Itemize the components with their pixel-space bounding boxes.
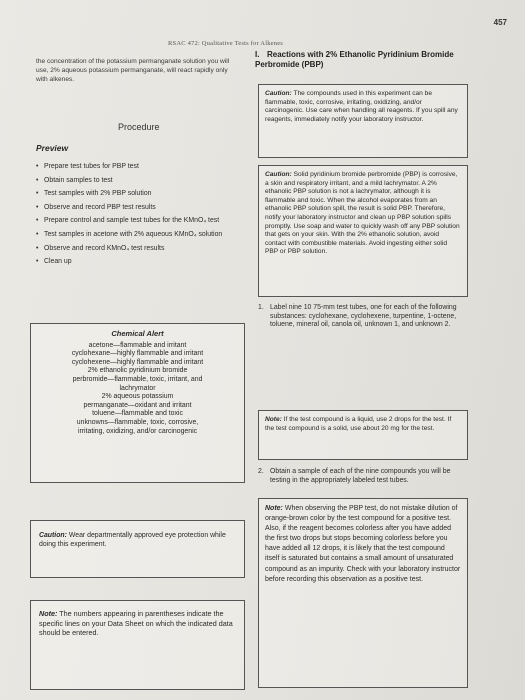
page-number: 457 <box>493 18 507 27</box>
preview-item: • Obtain samples to test <box>36 177 250 186</box>
caution-label: Caution: <box>265 171 292 178</box>
note-text: When observing the PBP test, do not mistake dilution of orange-brown color by the test compound for a positive test. Also, if the reagent becomes colorless after you have added the first two drops but stops becoming colorless before you have added all 12 drops, it is likely that the test compound itself is saturated but contains a small amount of unsaturated compound as an impurity. Check with your laboratory instructor before recording this observation as a positive test. <box>265 505 461 583</box>
step-text: Obtain a sample of each of the nine compounds you will be testing in the appropriately labeled test tubes. <box>270 468 451 484</box>
step-text: Label nine 10 75-mm test tubes, one for each of the following substances: cyclohexane, cyclohexene, turpentine, 1-octene, toluene, mineral oil, canola oil, unknown 1, and unknown 2. <box>270 304 457 329</box>
procedure-heading: Procedure <box>118 122 160 132</box>
procedure-step-1 <box>258 304 468 330</box>
note-text: The numbers appearing in parentheses indicate the specific lines on your Data Sheet on which the indicated data should be entered. <box>39 609 233 638</box>
preview-item: • Prepare test tubes for PBP test <box>36 163 250 172</box>
caution-box-pbp <box>258 165 468 297</box>
chemical-alert-line: cyclohexane—highly flammable and irritant <box>71 350 204 358</box>
chemical-alert-line: unknowns—flammable, toxic, corrosive, <box>76 418 199 426</box>
chemical-alert-line: permanganate—oxidant and irritant <box>83 401 192 409</box>
preview-item: • Prepare control and sample test tubes for the KMnO₄ test <box>36 217 250 226</box>
caution-box-reagents <box>258 84 468 158</box>
caution-text: Wear departmentally approved eye protection while doing this experiment. <box>39 532 226 548</box>
preview-item: • Observe and record PBP test results <box>36 204 250 213</box>
caution-text: The compounds used in this experiment can be flammable, toxic, corrosive, irritating, oxidizing, and/or carcinogenic. Use care when handling all reagents. If you spill any reagents, immediately notify your laboratory instructor. <box>265 90 458 123</box>
note-label: Note: <box>265 505 283 512</box>
preview-list <box>36 163 250 272</box>
note-box-pbp-observation <box>258 498 468 688</box>
note-box-sample-amount <box>258 410 468 460</box>
note-text: If the test compound is a liquid, use 2 drops for the test. If the test compound is a solid, use about 20 mg for the test. <box>265 416 452 432</box>
chemical-alert-line: toluene—flammable and toxic <box>92 410 183 418</box>
caution-label: Caution: <box>39 532 67 539</box>
chemical-alert-line: perbromide—flammable, toxic, irritant, and <box>72 375 203 383</box>
note-label: Note: <box>265 416 282 423</box>
note-box-data-sheet <box>30 600 245 690</box>
chemical-alert-line: cyclohexene—highly flammable and irritant <box>71 358 204 366</box>
procedure-step-2 <box>258 468 468 485</box>
step-number: 2. <box>258 468 264 475</box>
section-title: Reactions with 2% Ethanolic Pyridinium Bromide Perbromide (PBP) <box>255 50 454 69</box>
section-number: I. <box>255 50 260 59</box>
preview-item: • Test samples in acetone with 2% aqueous KMnO₄ solution <box>36 231 250 240</box>
step-number: 1. <box>258 304 264 311</box>
chemical-alert-box <box>30 323 245 483</box>
chemical-alert-line: 2% aqueous potassium <box>101 393 174 401</box>
preview-heading: Preview <box>36 143 69 153</box>
note-label: Note: <box>39 609 58 618</box>
caution-box-eye-protection <box>30 520 245 578</box>
section-heading <box>255 50 475 70</box>
preview-item: • Observe and record KMnO₄ test results <box>36 245 250 254</box>
caution-label: Caution: <box>265 90 292 97</box>
preview-item: • Clean up <box>36 258 250 267</box>
chemical-alert-line: 2% ethanolic pyridinium bromide <box>87 367 188 375</box>
caution-text: Solid pyridinium bromide perbromide (PBP) is corrosive, a skin and respiratory irritant, and a mild lachrymator. A 2% ethanolic PBP solution is not a lachrymator, although it is flammable and toxic. When the alcohol evaporates from an ethanolic PBP solution spill, the result is solid PBP. Therefore, notify your laboratory instructor and clean up PBP solution spills promptly. Use soap and water to quickly wash off any PBP solution that gets on your skin. With the 2% ethanolic solution, avoid contact with combustible materials. Avoid ingesting either solid PBP or PBP solution. <box>265 171 460 256</box>
intro-paragraph: the concentration of the potassium permanganate solution you will use, 2% aqueous potassium permanganate, will react rapidly only with alkenes. <box>36 58 230 83</box>
preview-item: • Test samples with 2% PBP solution <box>36 190 250 199</box>
chemical-alert-title: Chemical Alert <box>111 329 164 338</box>
chemical-alert-line: irritating, oxidizing, and/or carcinogenic <box>77 427 198 435</box>
chemical-alert-line: acetone—flammable and irritant <box>88 341 187 349</box>
chemical-alert-line: lachrymator <box>119 384 156 392</box>
running-head: RSAC 472: Qualitative Tests for Alkenes <box>168 40 284 47</box>
